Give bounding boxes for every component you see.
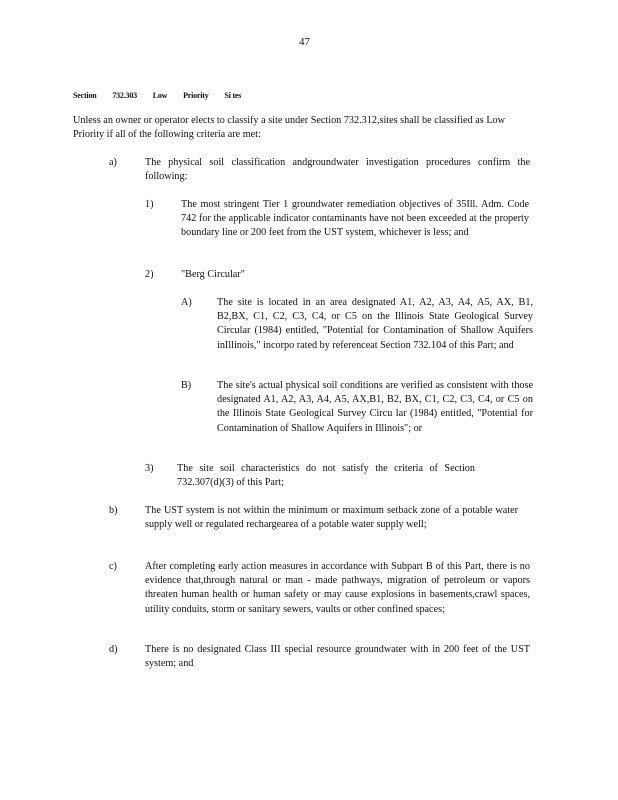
page-number: 47 bbox=[299, 36, 310, 48]
section-title-low: Low bbox=[152, 91, 168, 100]
section-number: 732.303 bbox=[112, 91, 137, 100]
item-a2A-label: A) bbox=[181, 297, 192, 308]
item-a2-text: "Berg Circular" bbox=[181, 269, 245, 280]
section-title-sites: Si tes bbox=[224, 91, 242, 100]
item-a3-label: 3) bbox=[145, 463, 154, 474]
item-a2-label: 2) bbox=[145, 269, 154, 280]
section-heading bbox=[73, 89, 255, 103]
section-word: Section bbox=[73, 91, 97, 100]
item-b-text: The UST system is not within the minimum or maximum setback zone of a potable water supply well or regulated rechargearea of a potable water supply well; bbox=[145, 505, 518, 531]
item-a-label: a) bbox=[109, 157, 117, 168]
item-d-label: d) bbox=[109, 644, 118, 655]
intro-paragraph: Unless an owner or operator elects to classify a site under Section 732.312,sites shall be classified as Low Priority if all of the following criteria are met: bbox=[73, 115, 505, 141]
item-a2B-text: The site's actual physical soil conditions are verified as consistent with those designated A1, A2, A3, A4, A5, AX,B1, B2, BX, C1, C2, C3, C4, or C5 on the Illinois State Geological Survey Circu lar (1984) entitled, "Potential for Contamination of Shallow Aquifers in Illinois"; or bbox=[217, 380, 533, 434]
item-a1-text: The most stringent Tier 1 groundwater remediation objectives of 35Ill. Adm. Code 742 for the applicable indicator contaminants have not been exceeded at the property boundary line or 200 feet from the UST system, whichever is less; and bbox=[181, 199, 529, 239]
item-c-label: c) bbox=[109, 561, 117, 572]
item-a2A-text: The site is located in an area designated A1, A2, A3, A4, A5, AX, B1, B2,BX, C1, C2, C3, C4, or C5 on the Illinois State Geological Survey Circular (1984) entitled, "Potential for Contamination of Shallow Aquifers inIllinois," incorpo rated by referenceat Section 732.104 of this Part; and bbox=[217, 297, 533, 351]
item-a3-text: The site soil characteristics do not satisfy the criteria of Section 732.307(d)(3) of this Part; bbox=[177, 463, 475, 489]
item-a1-label: 1) bbox=[145, 199, 154, 210]
item-d-text: There is no designated Class III special resource groundwater with in 200 feet of the UST system; and bbox=[145, 644, 530, 670]
item-a-text: The physical soil classification andgroundwater investigation procedures confirm the following: bbox=[145, 157, 530, 183]
item-a2B-label: B) bbox=[181, 380, 192, 391]
item-b-label: b) bbox=[109, 505, 118, 516]
item-c-text: After completing early action measures in accordance with Subpart B of this Part, there is no evidence that,through natural or man - made pathways, migration of petroleum or vapors threaten human health or human safety or may cause explosions in basements,crawl spaces, utility conduits, storm or sanitary sewers, vaults or other confined spaces; bbox=[145, 561, 530, 615]
section-title-priority: Priority bbox=[183, 91, 209, 100]
